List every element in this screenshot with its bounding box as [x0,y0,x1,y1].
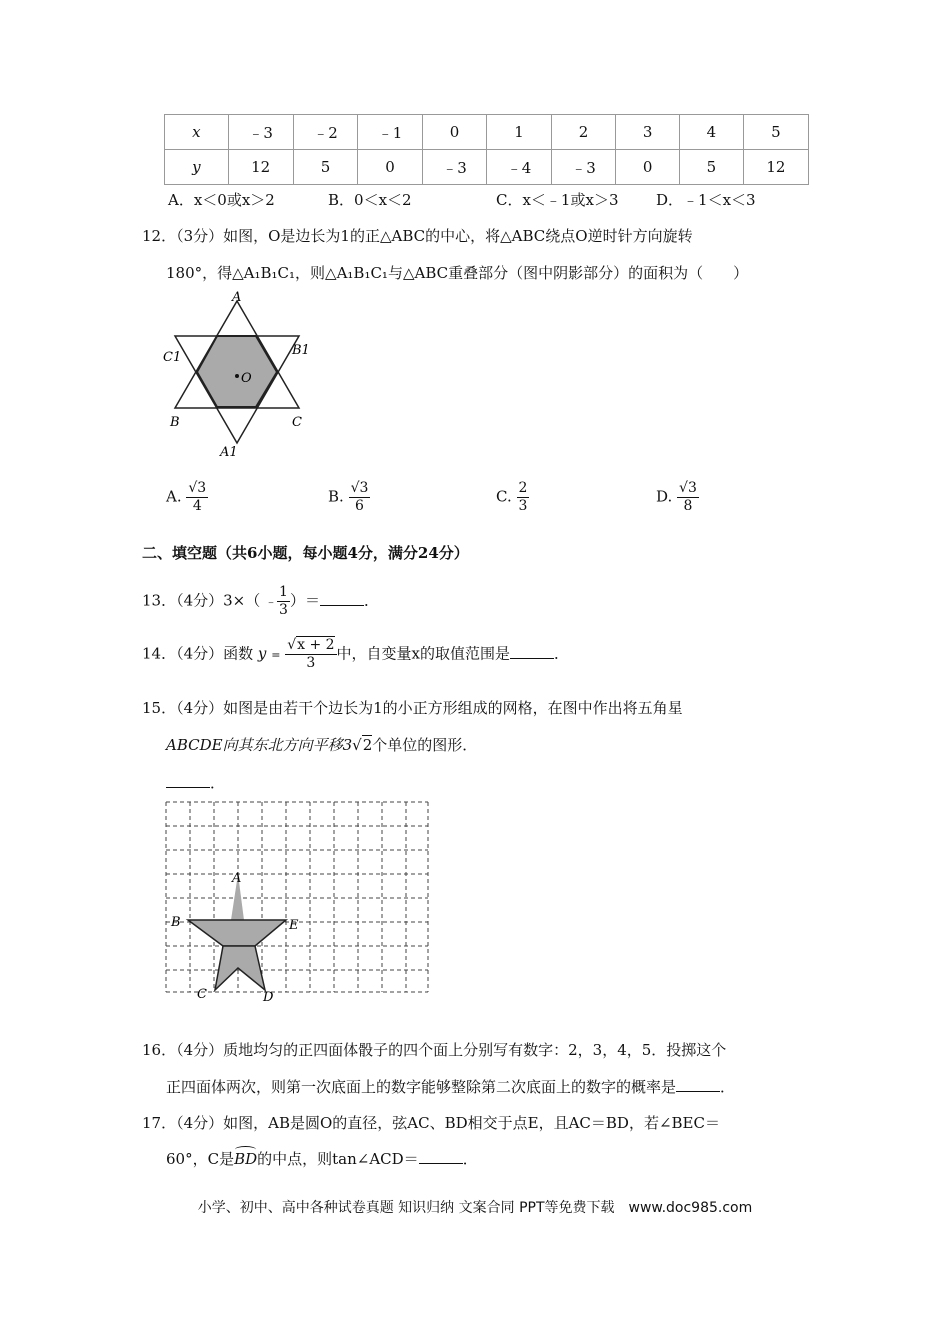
label-b1: B1 [292,343,310,358]
label-o: O [241,371,252,386]
label-c: C [197,987,207,1001]
table-cell: ﹣3 [228,115,293,150]
table-row [165,115,809,150]
table-cell: ﹣2 [293,115,358,150]
center-point-o [235,374,239,378]
table-cell: 0 [358,150,423,185]
table-cell: 5 [680,150,744,185]
table-header-x: x [165,115,229,150]
label-c1: C1 [163,350,182,365]
table-row [165,150,809,185]
table-cell: 0 [616,150,680,185]
q11-option-b: B．0＜x＜2 [328,191,412,209]
table-cell: 12 [743,150,808,185]
grid-star-figure [160,796,435,1001]
label-b: B [170,415,180,430]
label-c: C [292,415,302,430]
table-header-y: y [165,150,229,185]
grid-lines [166,802,428,992]
q12-option-b: B. $\frac{√3}{6}$ [328,480,369,514]
table-cell: 5 [293,150,358,185]
xy-value-table [164,114,809,185]
answer-blank[interactable] [676,1077,720,1092]
star-upper-part [188,920,286,946]
q11-option-a: A．x＜0或x＞2 [168,191,275,209]
q17-text-line2: 60°，C是 BD的中点，则tan∠ACD＝ ． [166,1148,478,1169]
q15-answer: ． [166,772,225,793]
q13: 13．（4分）3×（ ﹣ $\frac{1}{3}$ ）＝ ． [142,584,379,618]
q12-option-c: C. $\frac{2}{3}$ [496,480,528,514]
table-cell: 3 [616,115,680,150]
label-a: A [232,290,242,305]
label-a1: A1 [220,445,238,460]
label-b: B [171,915,181,930]
section-heading: 二、填空题（共6小题，每小题4分，满分24分） [142,544,469,562]
table-cell: 12 [228,150,293,185]
q16-text-line2: 正四面体两次，则第一次底面上的数字能够整除第二次底面上的数字的概率是 ． [166,1078,736,1096]
table-cell: ﹣1 [358,115,423,150]
table-cell: ﹣4 [487,150,552,185]
table-cell: ﹣3 [551,150,616,185]
table-cell: 2 [551,115,616,150]
table-cell: ﹣3 [422,150,487,185]
answer-blank[interactable] [510,644,554,659]
q11-option-c: C．x＜﹣1或x＞3 [496,191,619,209]
label-d: D [263,990,274,1001]
q12-text-line1: 12．（3分）如图，O是边长为1的正△ABC的中心，将△ABC绕点O逆时针方向旋转 [142,227,693,245]
q12-option-a: A. $\frac{√3}{4}$ [166,480,207,514]
q11-option-d: D．﹣1＜x＜3 [656,191,756,209]
table-cell: 5 [743,115,808,150]
table-cell: 0 [422,115,487,150]
overlap-hexagon [197,336,277,407]
answer-blank[interactable] [320,591,364,606]
answer-blank[interactable] [419,1149,463,1164]
q14: 14．（4分）函数 y = $\frac{√x + 2}{3}$ 中，自变量x的取值范围是 ． [142,637,570,671]
label-e: E [289,918,299,933]
q12-text-line2: 180°，得△A₁B₁C₁，则△A₁B₁C₁与△ABC重叠部分（图中阴影部分）的面积为（ ） [166,264,749,282]
star-lower-part [215,946,265,990]
q17-text-line1: 17．（4分）如图，AB是圆O的直径，弦AC、BD相交于点E，且AC＝BD，若∠BEC＝ [142,1114,720,1132]
answer-blank[interactable] [166,773,210,788]
table-cell: 4 [680,115,744,150]
table-cell: 1 [487,115,552,150]
footer-link[interactable]: 小学、初中、高中各种试卷真题 知识归纳 文案合同 PPT等免费下载 www.doc985.com [197,1200,753,1216]
label-a: A [232,871,242,886]
hexagram-figure [160,288,320,463]
arc-bd: BD [234,1150,257,1168]
q15-text-line1: 15．（4分）如图是由若干个边长为1的小正方形组成的网格，在图中作出将五角星 [142,699,683,717]
q12-option-d: D. $\frac{√3}{8}$ [656,480,697,514]
q15-text-line2: ABCDE向其东北方向平移3√2个单位的图形． [166,736,478,754]
q16-text-line1: 16．（4分）质地均匀的正四面体骰子的四个面上分别写有数字：2，3，4，5．投掷这个 [142,1041,727,1059]
